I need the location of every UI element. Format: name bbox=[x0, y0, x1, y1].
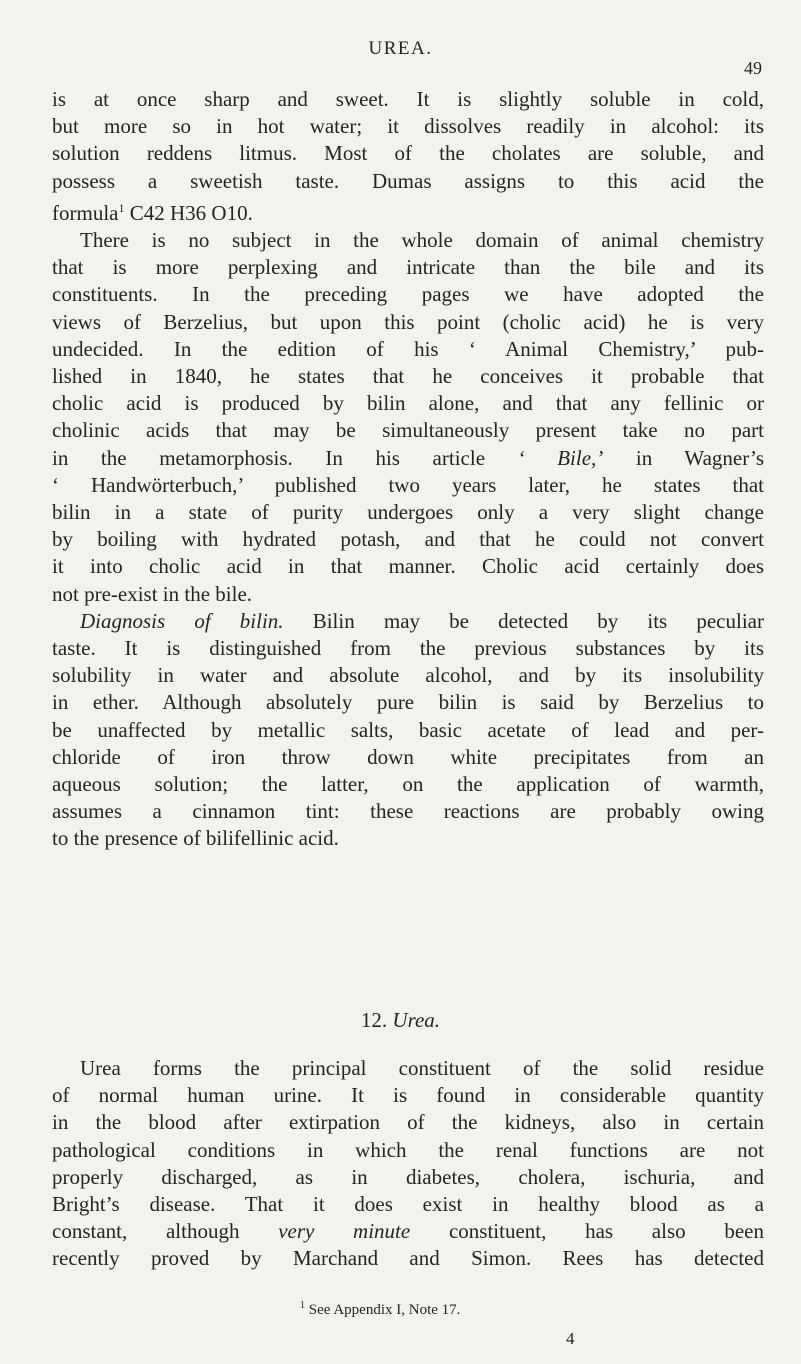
text-line: of normal human urine. It is found in considerable quantity bbox=[52, 1083, 764, 1108]
urea-paragraph bbox=[52, 1055, 764, 1273]
page-number: 49 bbox=[744, 58, 762, 78]
text-line: chloride of iron throw down white precipitates from an bbox=[52, 744, 764, 769]
footnote-ref: 1 bbox=[118, 200, 125, 215]
footnote-text: See Appendix I, Note 17. bbox=[308, 1302, 461, 1318]
text-line: solution reddens litmus. Most of the cholates are soluble, and bbox=[52, 141, 764, 166]
section-title: Urea. bbox=[392, 1008, 441, 1032]
text-line: but more so in hot water; it dissolves readily in alcohol: its bbox=[52, 114, 764, 139]
footnote bbox=[300, 1300, 460, 1319]
text-line: not pre-exist in the bile. bbox=[52, 581, 253, 606]
text-line: to the presence of bilifellinic acid. bbox=[52, 826, 339, 851]
text-line: undecided. In the edition of his ‘ Animal Chemistry,’ pub- bbox=[52, 336, 764, 361]
running-head: UREA. bbox=[368, 38, 433, 59]
text-line: lished in 1840, he states that he conceives it probable that bbox=[52, 364, 764, 389]
text-line: it into cholic acid in that manner. Cholic acid certainly does bbox=[52, 554, 764, 579]
text-line: assumes a cinnamon tint: these reactions are probably owing bbox=[52, 799, 764, 824]
formula-line bbox=[52, 195, 764, 227]
emphasis: very minute bbox=[278, 1219, 411, 1244]
text-line: solubility in water and absolute alcohol, and by its insolubility bbox=[52, 663, 764, 688]
text-line: is at once sharp and sweet. It is slightly soluble in cold, bbox=[52, 87, 764, 111]
text-line: properly discharged, as in diabetes, cholera, ischuria, and bbox=[52, 1164, 764, 1189]
text-line: There is no subject in the whole domain of animal chemistry bbox=[80, 228, 764, 253]
text-line: cholic acid is produced by bilin alone, and that any fellinic or bbox=[52, 391, 764, 416]
text-line: that is more perplexing and intricate than the bile and its bbox=[52, 255, 764, 280]
text-line: pathological conditions in which the renal functions are not bbox=[52, 1137, 764, 1162]
text-line: in ether. Although absolutely pure bilin is said by Berzelius to bbox=[52, 690, 764, 715]
text-line: Urea forms the principal constituent of the solid residue bbox=[80, 1056, 764, 1080]
text-line: views of Berzelius, but upon this point (cholic acid) he is very bbox=[52, 309, 764, 334]
formula-label: formula bbox=[52, 200, 119, 225]
text-line: possess a sweetish taste. Dumas assigns to this acid the bbox=[52, 168, 764, 193]
text-line: taste. It is distinguished from the previous substances by its bbox=[52, 636, 764, 661]
text-line: aqueous solution; the latter, on the application of warmth, bbox=[52, 772, 764, 797]
text-line: constant, although very minute constituent, has also been bbox=[52, 1219, 764, 1244]
text-line: bilin in a state of purity undergoes only a very slight change bbox=[52, 500, 764, 525]
chemical-formula: C42 H36 O10. bbox=[129, 200, 253, 225]
text-line: Bright’s disease. That it does exist in healthy blood as a bbox=[52, 1192, 764, 1217]
text-line: recently proved by Marchand and Simon. Rees has detected bbox=[52, 1246, 764, 1271]
section-number: 12. bbox=[360, 1008, 388, 1032]
printer-signature: 4 bbox=[566, 1329, 575, 1348]
text-line: ‘ Handwörterbuch,’ published two years later, he states that bbox=[52, 472, 764, 497]
subheading-inline: Diagnosis of bilin. bbox=[80, 608, 284, 633]
text-line: in the blood after extirpation of the kidneys, also in certain bbox=[52, 1110, 764, 1135]
section-heading bbox=[0, 1008, 801, 1033]
footnote-mark: 1 bbox=[300, 1300, 305, 1311]
body-text bbox=[52, 86, 764, 853]
text-line: Diagnosis of bilin. Bilin may be detected by its peculiar bbox=[80, 608, 764, 633]
text-line: cholinic acids that may be simultaneously present take no part bbox=[52, 418, 764, 443]
article-title: ‘ Bile,’ bbox=[517, 445, 604, 470]
text-line: in the metamorphosis. In his article ‘ Bile,’ in Wagner’s bbox=[52, 445, 764, 470]
text-line: be unaffected by metallic salts, basic acetate of lead and per- bbox=[52, 717, 764, 742]
text-line: constituents. In the preceding pages we have adopted the bbox=[52, 282, 764, 307]
text-line: by boiling with hydrated potash, and that he could not convert bbox=[52, 527, 764, 552]
